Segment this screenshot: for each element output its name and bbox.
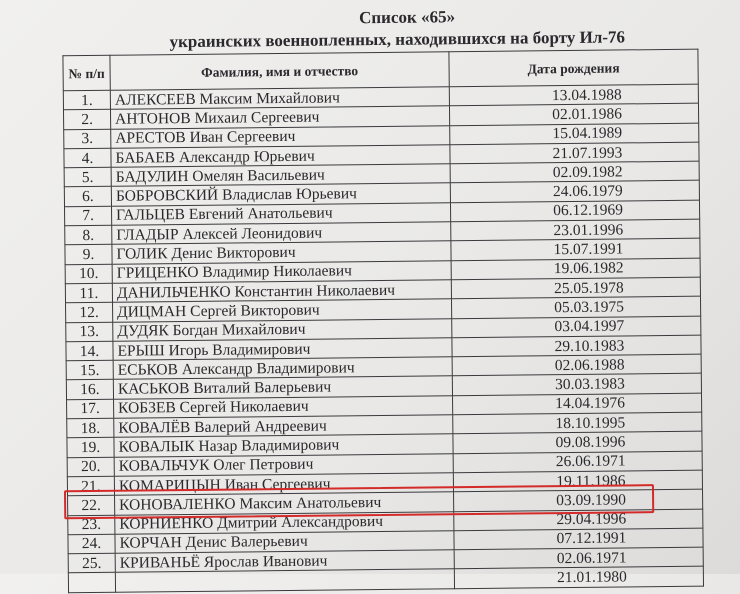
row-number: 14. <box>66 341 113 361</box>
row-name: КОРНИЕНКО Дмитрий Александрович <box>115 511 454 534</box>
row-dob: 03.09.1990 <box>454 489 703 511</box>
row-dob: 06.12.1969 <box>450 200 699 222</box>
header-name: Фамилия, имя и отчество <box>110 52 449 91</box>
header-dob: Дата рождения <box>449 49 698 87</box>
row-dob: 07.12.1991 <box>454 528 703 550</box>
row-number: 11. <box>65 283 112 303</box>
row-number: 5. <box>64 167 111 187</box>
row-number: 10. <box>65 264 112 284</box>
row-number: 12. <box>66 303 113 323</box>
row-dob: 02.09.1982 <box>450 161 699 183</box>
row-name: ГАЛЬЦЕВ Евгений Анатольевич <box>112 203 451 226</box>
row-number: 7. <box>65 206 112 226</box>
row-dob: 29.04.1996 <box>454 509 703 531</box>
row-name: ДИЦМАН Сергей Викторович <box>113 299 452 322</box>
row-number: 15. <box>66 360 113 380</box>
row-name: АНТОНОВ Михаил Сергеевич <box>110 106 449 129</box>
row-number: 6. <box>64 187 111 207</box>
row-dob: 19.06.1982 <box>451 258 700 280</box>
row-number: 24. <box>68 534 115 554</box>
row-number: 2. <box>63 110 110 130</box>
row-name: БОБРОВСКИЙ Владислав Юрьевич <box>111 183 450 206</box>
row-name: КОВАЛЁВ Валерий Андреевич <box>114 415 453 438</box>
row-number: 25. <box>68 553 115 573</box>
row-dob: 19.11.1986 <box>453 470 702 492</box>
row-number: 22. <box>68 496 115 516</box>
row-number: 3. <box>64 129 111 149</box>
row-name <box>115 569 454 592</box>
row-number: 18. <box>67 418 114 438</box>
document-subtitle: украинских военнопленных, находившихся на борту Ил-76 <box>169 27 626 52</box>
row-name: КРИВАНЬЁ Ярослав Иванович <box>115 550 454 573</box>
row-name: БАБАЕВ Александр Юрьевич <box>111 145 450 168</box>
row-number: 1. <box>63 90 110 110</box>
row-number: 16. <box>66 380 113 400</box>
row-dob: 30.03.1983 <box>452 374 701 396</box>
row-dob: 02.06.1971 <box>454 547 703 569</box>
row-name: КОНОВАЛЕНКО Максим Анатольевич <box>115 492 454 515</box>
row-name: ДУДЯК Богдан Михайлович <box>113 318 452 341</box>
row-dob: 15.07.1991 <box>451 239 700 261</box>
row-name: КОРЧАН Денис Валерьевич <box>115 531 454 554</box>
row-number: 17. <box>67 399 114 419</box>
row-name: АЛЕКСЕЕВ Максим Михайлович <box>110 87 449 110</box>
row-name: БАДУЛИН Омелян Васильевич <box>111 164 450 187</box>
row-name: ЕСЬКОВ Александр Владимирович <box>113 357 452 380</box>
row-name: КОБЗЕВ Сергей Николаевич <box>114 395 453 418</box>
row-name: КОМАРИЦЫН Иван Сергеевич <box>114 473 453 496</box>
row-name: ГОЛИК Денис Викторович <box>112 241 451 264</box>
row-dob: 25.05.1978 <box>451 277 700 299</box>
row-number: 4. <box>64 148 111 168</box>
row-dob: 03.04.1997 <box>452 316 701 338</box>
row-number: 20. <box>67 457 114 477</box>
row-number: 21. <box>67 476 114 496</box>
row-name: КАСЬКОВ Виталий Валерьевич <box>113 376 452 399</box>
row-dob: 26.06.1971 <box>453 451 702 473</box>
row-name: КОВАЛЬЧУК Олег Петрович <box>114 453 453 476</box>
row-dob: 15.04.1989 <box>450 123 699 145</box>
row-number: 8. <box>65 225 112 245</box>
row-name: ГРИЦЕНКО Владимир Николаевич <box>112 260 451 283</box>
row-name: КОВАЛЫК Назар Владимирович <box>114 434 453 457</box>
row-dob: 21.01.1980 <box>454 567 703 589</box>
highlight-box <box>64 484 654 519</box>
row-dob: 09.08.1996 <box>453 431 702 453</box>
row-dob: 02.06.1988 <box>452 354 701 376</box>
row-number <box>68 573 115 593</box>
row-name: ГЛАДЫР Алексей Леонидович <box>112 222 451 245</box>
row-dob: 02.01.1986 <box>449 103 698 125</box>
row-dob: 14.04.1976 <box>453 393 702 415</box>
document-title: Список «65» <box>358 7 456 28</box>
row-number: 9. <box>65 245 112 265</box>
header-number: № п/п <box>63 55 110 90</box>
row-dob: 21.07.1993 <box>450 142 699 164</box>
row-dob: 23.01.1996 <box>451 219 700 241</box>
row-name: ЕРЫШ Игорь Владимирович <box>113 338 452 361</box>
row-name: ДАНИЛЬЧЕНКО Константин Николаевич <box>112 280 451 303</box>
row-number: 19. <box>67 438 114 458</box>
row-number: 13. <box>66 322 113 342</box>
row-name: АРЕСТОВ Иван Сергеевич <box>111 125 450 148</box>
row-dob: 29.10.1983 <box>452 335 701 357</box>
row-dob: 24.06.1979 <box>450 181 699 203</box>
row-number: 23. <box>68 515 115 535</box>
row-dob: 13.04.1988 <box>449 84 698 106</box>
row-dob: 18.10.1995 <box>453 412 702 434</box>
row-dob: 05.03.1975 <box>451 296 700 318</box>
